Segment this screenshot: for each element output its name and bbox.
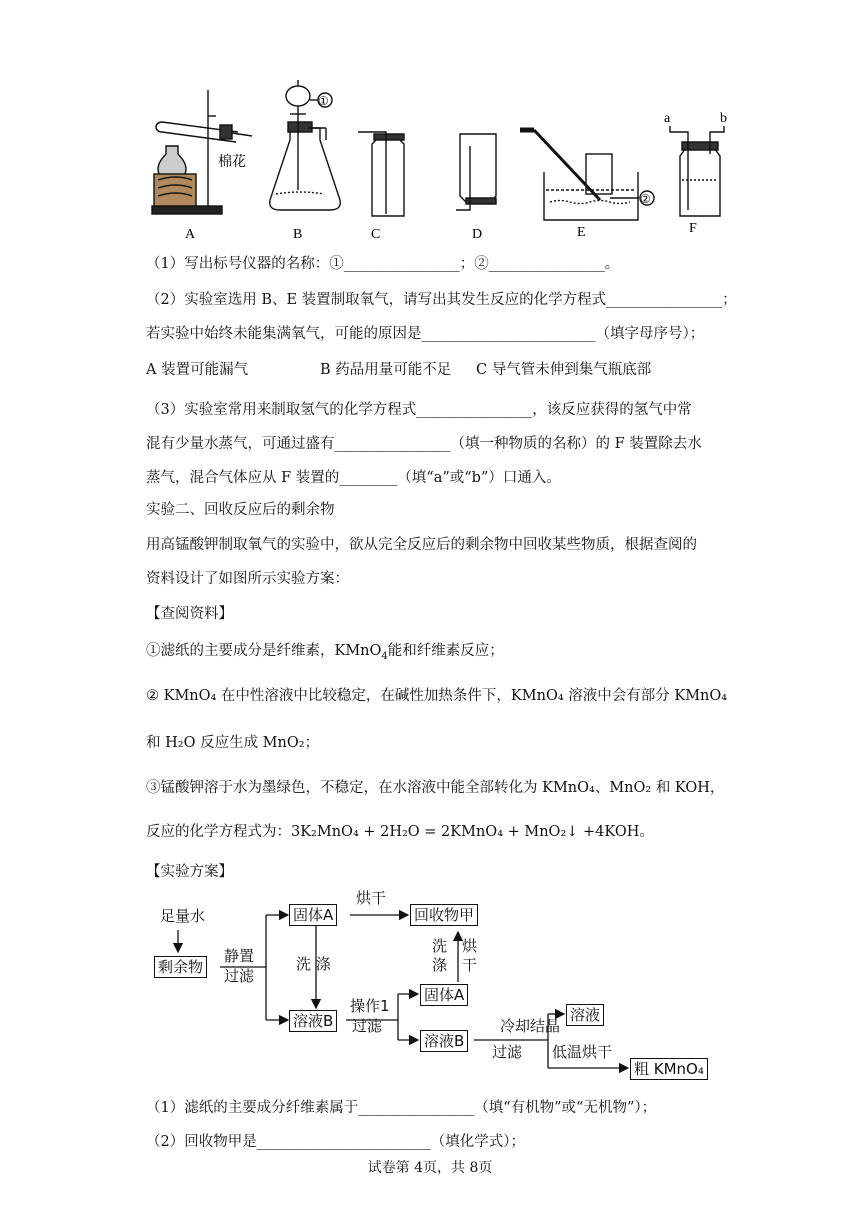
- apparatus-figure: [140, 70, 740, 245]
- port-a-label: a: [664, 111, 671, 126]
- reference-3-line2: 反应的化学方程式为：3K₂MnO₄ + 2H₂O = 2KMnO₄ + MnO₂↓ +4KOH。: [146, 824, 654, 840]
- crude-kmno4-box: 粗 KMnO₄: [630, 1058, 708, 1080]
- label-d: D: [472, 227, 483, 242]
- low-temp-dry-label: 低温烘干: [552, 1043, 613, 1061]
- apparatus-c-gas-bottle: [358, 132, 404, 216]
- dry-label: 烘干: [356, 889, 387, 907]
- marker-1: ①: [318, 94, 329, 108]
- settle-label: 静置: [224, 947, 255, 965]
- dry-vertical-1: 烘: [462, 937, 478, 955]
- wash-label: 洗 涤: [296, 955, 331, 973]
- question-1: （1）写出标号仪器的名称：①________________；②________________。: [146, 256, 620, 272]
- question-2-line2: 若实验中始终未能集满氧气，可能的原因是________________________（填字母序号）；: [146, 326, 705, 342]
- port-b-label: b: [720, 111, 727, 126]
- reference-heading: 【查阅资料】: [146, 606, 233, 622]
- residue-box: 剩余物: [154, 956, 207, 978]
- tail-question-2: （2）回收物甲是________________________（填化学式）；: [146, 1134, 525, 1150]
- label-a: A: [185, 227, 196, 242]
- recovered-box: 回收物甲: [410, 904, 478, 926]
- reference-1: [146, 641, 504, 667]
- question-2-line1: （2）实验室选用 B、E 装置制取氧气，请写出其发生反应的化学方程式________________；: [146, 292, 737, 308]
- reference-1-sub: 4: [381, 650, 388, 662]
- filter-label: 过滤: [224, 967, 255, 985]
- solution-b-box: 溶液B: [289, 1010, 337, 1032]
- wash-vertical-2: 涤: [432, 956, 448, 974]
- label-c: C: [371, 227, 381, 242]
- reference-2-line2: 和 H₂O 反应生成 MnO₂；: [146, 735, 320, 751]
- experiment-2-intro-2: 资料设计了如图所示实验方案：: [146, 571, 349, 587]
- apparatus-a-heating-setup: [152, 90, 252, 214]
- water-label: 足量水: [160, 907, 206, 925]
- question-3-line2: 混有少量水蒸气，可通过盛有________________（填一种物质的名称）的 F 装置除去水: [146, 436, 702, 452]
- reference-2-line1: ② KMnO₄ 在中性溶液中比较稳定，在碱性加热条件下，KMnO₄ 溶液中会有部分 KMnO₄: [146, 688, 728, 704]
- experiment-2-title: 实验二、回收反应后的剩余物: [146, 502, 335, 518]
- marker-2: ②: [640, 192, 651, 206]
- op1-filter-label: 过滤: [352, 1017, 383, 1035]
- page-footer: 试卷第 4页，共 8页: [367, 1160, 493, 1176]
- option-c: C 导气管未伸到集气瓶底部: [476, 362, 652, 378]
- label-f: F: [689, 221, 697, 236]
- op1-label: 操作1: [350, 997, 390, 1015]
- option-b: B 药品用量可能不足: [320, 362, 452, 378]
- label-b: B: [293, 227, 303, 242]
- dry-vertical-2: 干: [462, 956, 478, 974]
- option-a: A 装置可能漏气: [146, 362, 249, 378]
- question-3-line1: （3）实验室常用来制取氢气的化学方程式________________，该反应获得的氢气中常: [146, 402, 692, 418]
- apparatus-d-gas-bottle: [456, 134, 496, 210]
- cool-crystallize-label: 冷却结晶: [500, 1017, 561, 1035]
- solution-box: 溶液: [566, 1004, 604, 1026]
- reference-1-post: 能和纤维素反应；: [387, 643, 504, 659]
- wash-vertical-1: 洗: [432, 937, 448, 955]
- solution-b2-box: 溶液B: [420, 1030, 468, 1052]
- solid-a2-box: 固体A: [420, 984, 468, 1006]
- cotton-label: 棉花: [218, 154, 246, 170]
- solid-a-box: 固体A: [289, 904, 337, 926]
- tail-question-1: （1）滤纸的主要成分纤维素属于________________（填“有机物”或“无机物”）；: [146, 1100, 657, 1116]
- apparatus-e-water-trough: [520, 130, 654, 220]
- apparatus-f-wash-bottle: [670, 126, 724, 216]
- plan-heading: 【实验方案】: [146, 864, 233, 880]
- apparatus-b-flask: [270, 80, 341, 210]
- reference-3-line1: ③锰酸钾溶于水为墨绿色，不稳定，在水溶液中能全部转化为 KMnO₄、MnO₂ 和 KOH，: [146, 780, 725, 796]
- reference-1-pre: ①滤纸的主要成分是纤维素，: [146, 643, 335, 659]
- reference-1-chem: KMnO: [334, 643, 382, 659]
- experiment-2-intro-1: 用高锰酸钾制取氧气的实验中，欲从完全反应后的剩余物中回收某些物质，根据查阅的: [146, 537, 697, 553]
- question-3-line3: 蒸气，混合气体应从 F 装置的________（填“a”或“b”）口通入。: [146, 470, 561, 486]
- label-e: E: [577, 225, 586, 240]
- cool-filter-label: 过滤: [492, 1043, 523, 1061]
